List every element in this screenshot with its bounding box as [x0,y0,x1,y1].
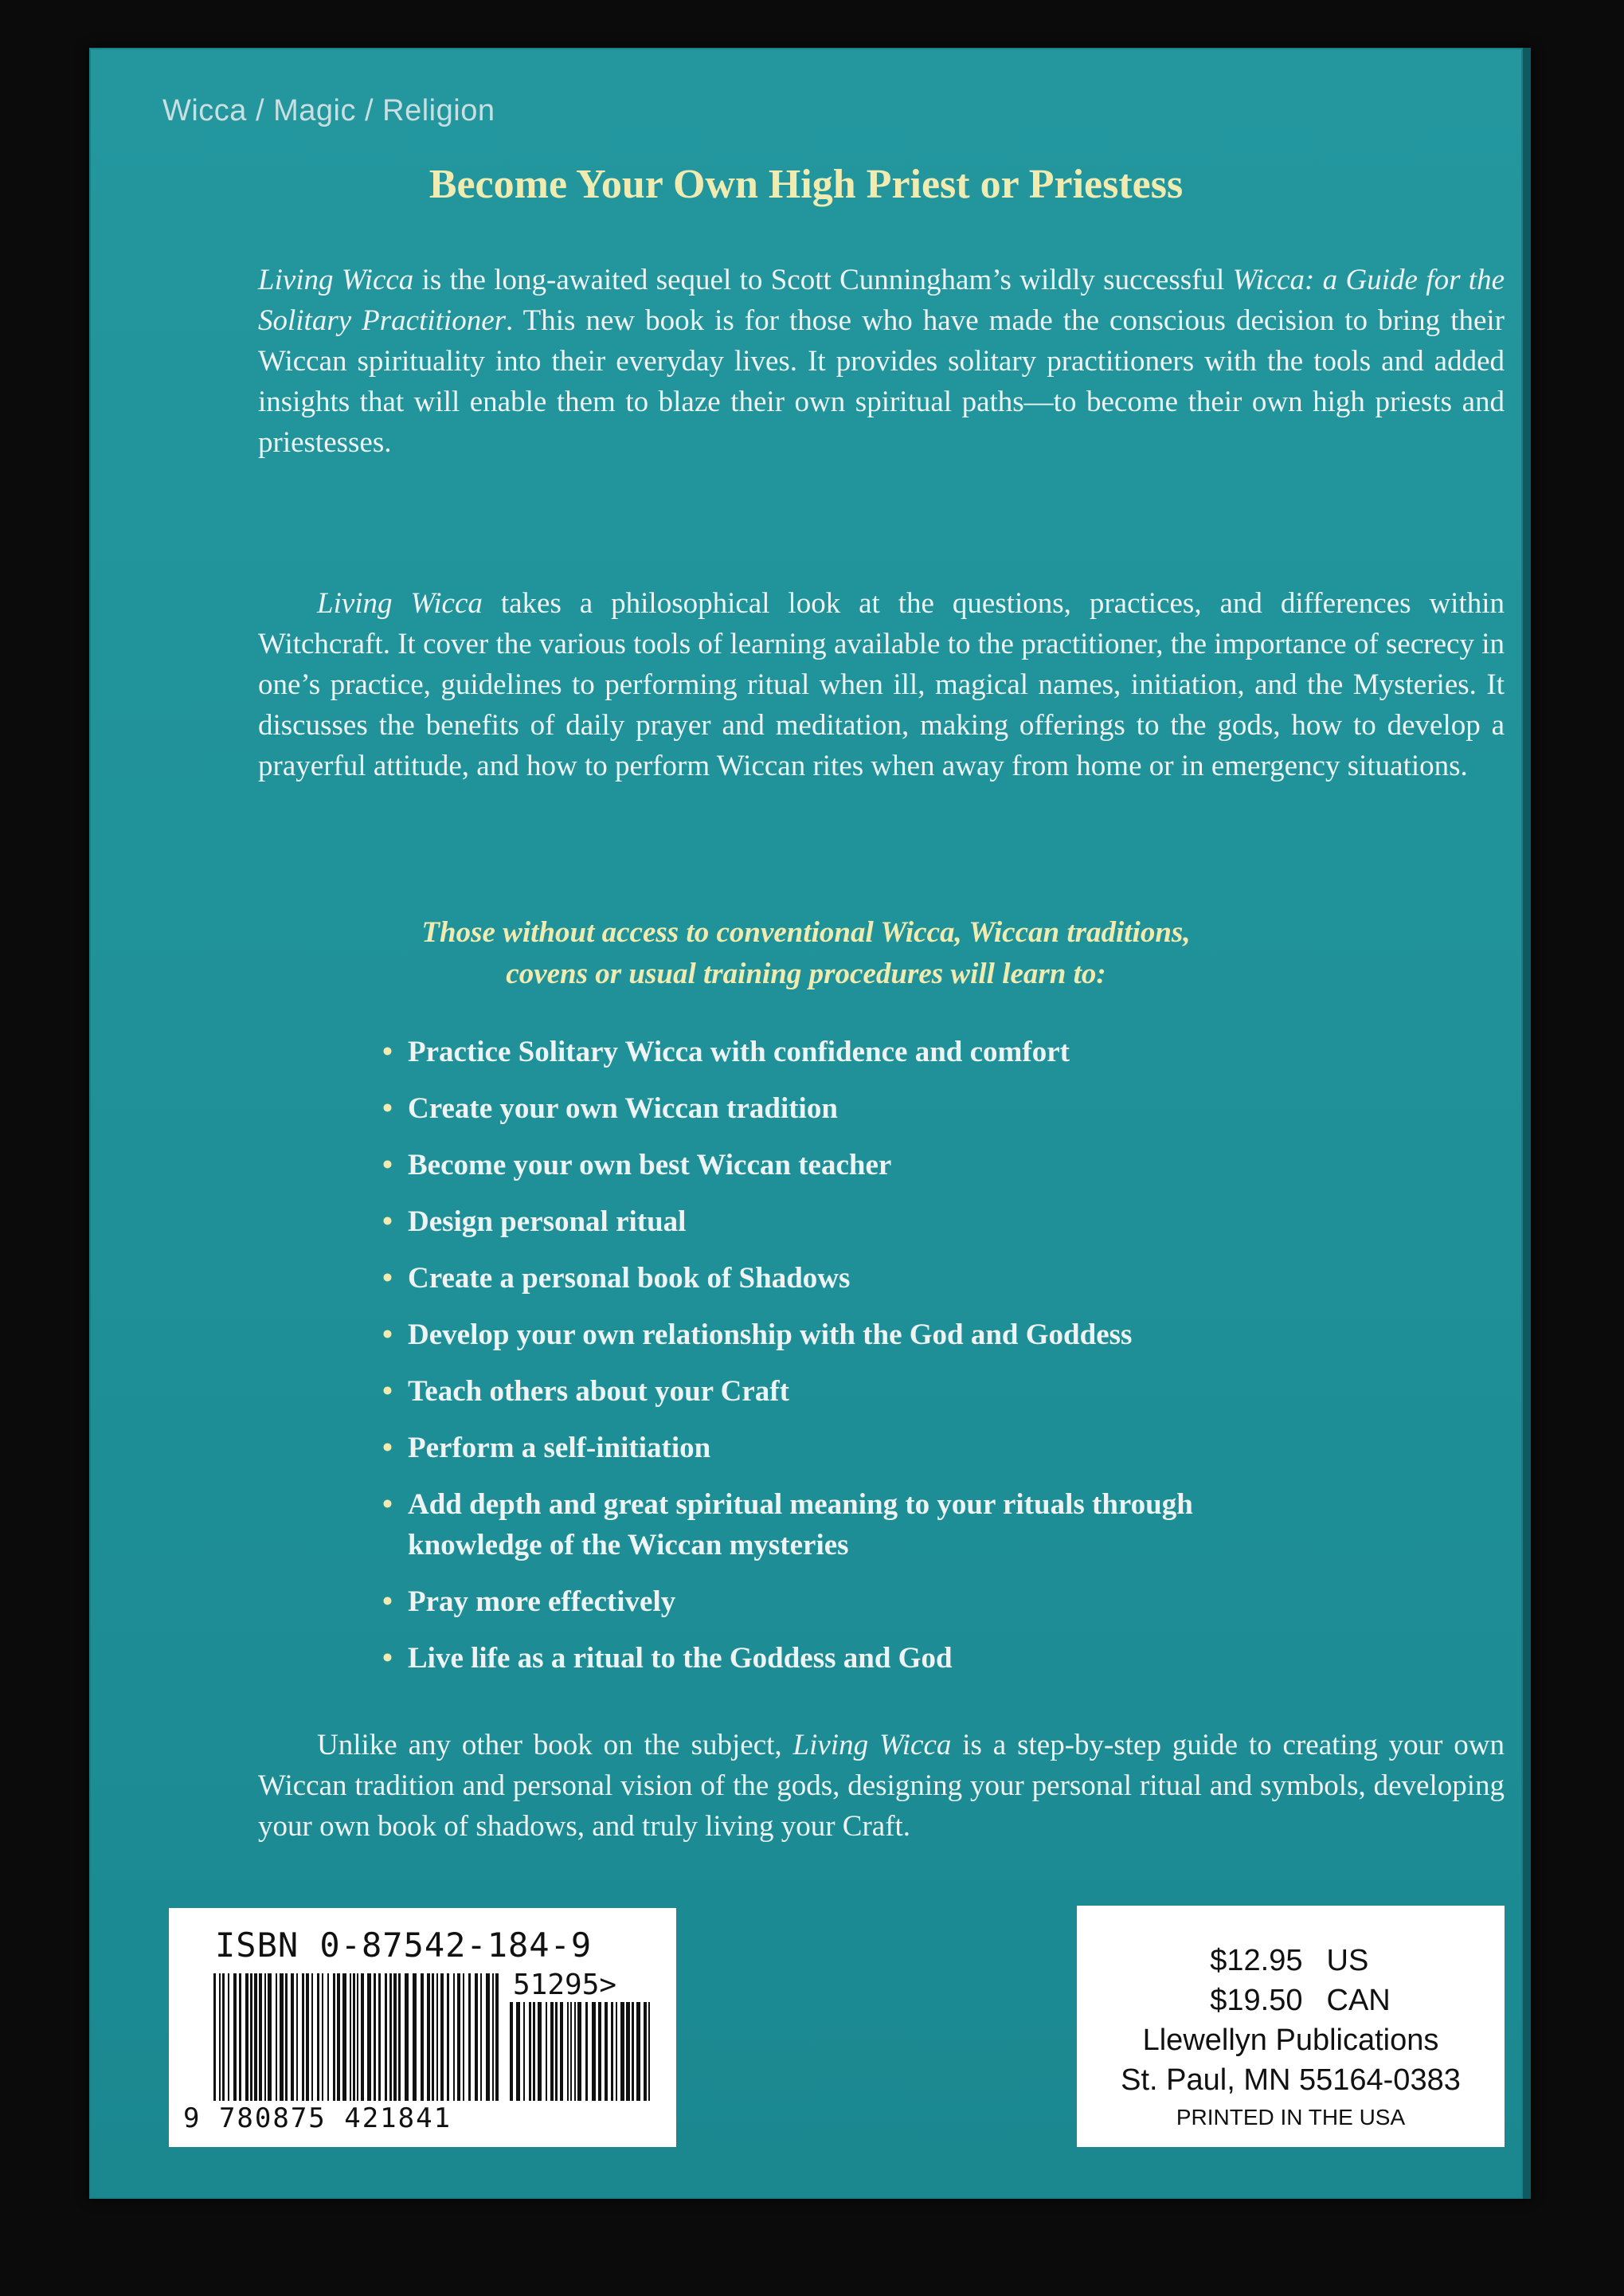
barcode-bar [475,1973,478,2101]
barcode-bar [463,1973,464,2101]
barcode-bar [480,1973,482,2101]
barcode-bar [555,2002,558,2101]
barcode-bar [486,1973,490,2101]
barcode-bar [440,1973,444,2101]
barcode-bar [233,1973,237,2101]
can-price: $19.50 [1210,1984,1303,2017]
barcode-bar [577,2002,581,2101]
barcode-bar [268,1973,272,2101]
barcode-bar [378,1973,381,2101]
publisher-address: St. Paul, MN 55164-0383 [1121,2063,1461,2097]
barcode-bar [213,1973,216,2101]
barcode-bar [644,2002,647,2101]
category-label: Wicca / Magic / Religion [162,94,495,127]
barcode-bar [276,1973,277,2101]
barcode-label [169,1908,676,2147]
description-paragraph [258,583,1505,786]
closing-text: Unlike any other book on the subject, [317,1729,793,1761]
barcode-bar [285,1973,288,2101]
barcode-bar [264,1973,266,2101]
barcode-bar [436,1973,438,2101]
intro-text: . This new book is for those who have made the conscious decision to bring their Wiccan spirituality into their everyday lives. It provides solitary practitioners with the tools and added insights that will enable them to blaze their own spiritual paths—to become their own high priests and priestesses. [258,304,1505,459]
barcode-bar [302,1973,304,2101]
barcode-bar [611,2002,613,2101]
printed-in: PRINTED IN THE USA [1176,2105,1406,2129]
barcode-bar [350,1973,351,2101]
book-title: Living Wicca [317,587,483,620]
barcode-bar [546,2002,547,2101]
barcode-bar [585,2002,588,2101]
price-label [1077,1906,1505,2147]
intro-text: is the long-awaited sequel to Scott Cunningham’s wildly successful [413,264,1233,296]
book-title: Living Wicca [258,264,414,296]
barcode-bar [317,1973,319,2101]
barcode-bar [259,1973,262,2101]
price-addon-barcode [510,2002,653,2101]
barcode-bar [222,1973,225,2101]
list-item: • Practice Solitary Wicca with confidence and comfort [382,1032,1418,1072]
barcode-bar [538,2002,542,2101]
barcode-bar [560,2002,563,2101]
barcode-bar [333,1973,335,2101]
list-item: • Add depth and great spiritual meaning to your rituals through knowledge of the Wiccan mysteries [382,1484,1244,1565]
barcode-bar [533,2002,535,2101]
barcode-bar [389,1973,392,2101]
publisher-name: Llewellyn Publications [1142,2024,1439,2057]
barcode-bar [254,1973,257,2101]
closing-paragraph [258,1725,1505,1847]
us-price-row [1077,1941,1505,1981]
benefits-list [382,1032,1418,1695]
barcode-bar [632,2002,634,2101]
barcode-bar [361,1973,364,2101]
barcode-bar [626,2002,630,2101]
lead-in-line-2: covens or usual training procedures will learn to: [506,958,1106,990]
list-item: • Teach others about your Craft [382,1371,1418,1412]
description-text: takes a philosophical look at the questions, practices, and differences within Witchcraft. It cover the various tools of learning available to the practitioner, the importance of secrecy in one’s practice, guidelines to performing ritual when ill, magical names, initiation, and the Mysteries. It discusses the benefits of daily prayer and meditation, making offerings to the gods, how to develop a prayerful attitude, and how to perform Wiccan rites when away from home or in emergency situations. [258,587,1505,782]
barcode-bar [228,1973,229,2101]
list-item: • Create your own Wiccan tradition [382,1088,1418,1129]
barcode-bar [245,1973,248,2101]
barcode-bar [648,2002,650,2101]
headline: Become Your Own High Priest or Priestess [429,162,1184,207]
barcode-bar [432,1973,434,2101]
barcode-bar [574,2002,576,2101]
barcode-bar [405,1973,409,2101]
barcode-bar [291,1973,294,2101]
barcode-bar [374,1973,376,2101]
list-item: • Perform a self-initiation [382,1428,1418,1468]
barcode-bar [311,1973,313,2101]
barcode-bar [529,2002,531,2101]
list-item: • Live life as a ritual to the Goddess and God [382,1638,1418,1679]
barcode-bar [357,1973,358,2101]
book-title: Living Wicca [792,1729,952,1761]
ean-barcode [213,1973,500,2101]
ean-digits: 9 780875 421841 [183,2102,452,2134]
barcode-bar [570,2002,572,2101]
barcode-bar [592,2002,596,2101]
barcode-bar [492,1973,494,2101]
list-item: • Become your own best Wiccan teacher [382,1145,1418,1185]
previous-book-title: Wicca: a Guide for the Solitary Practitioner [258,264,1505,337]
barcode-bar [616,2002,617,2101]
closing-text: is a step-by-step guide to creating your own Wiccan tradition and personal vision of the gods, designing your personal ritual and symbols, developing your own book of shadows, and truly living your Craft. [258,1729,1505,1843]
barcode-bar [413,1973,417,2101]
barcode-bar [337,1973,340,2101]
barcode-bar [296,1973,298,2101]
barcode-bar [239,1973,241,2101]
barcode-bar [385,1973,387,2101]
price-code: 51295> [513,1969,617,2001]
barcode-bar [567,2002,569,2101]
barcode-bar [457,1973,460,2101]
barcode-bar [327,1973,329,2101]
list-item: • Create a personal book of Shadows [382,1258,1418,1299]
barcode-bar [636,2002,640,2101]
list-item: • Develop your own relationship with the God and Goddess [382,1315,1418,1355]
barcode-bar [342,1973,346,2101]
list-item: • Pray more effectively [382,1581,1418,1622]
barcode-bar [495,1973,499,2101]
book-back-cover [89,48,1531,2199]
barcode-bar [398,1973,401,2101]
barcode-bar [250,1973,252,2101]
barcode-bar [620,2002,624,2101]
barcode-bar [427,1973,430,2101]
barcode-bar [550,2002,554,2101]
barcode-bar [605,2002,608,2101]
barcode-bar [598,2002,601,2101]
barcode-bar [393,1973,397,2101]
barcode-bar [421,1973,424,2101]
can-currency: CAN [1326,1984,1391,2017]
barcode-bar [219,1973,221,2101]
barcode-bar [322,1973,323,2101]
barcode-bar [353,1973,355,2101]
intro-paragraph [258,260,1505,463]
can-price-row [1077,1981,1505,2020]
isbn-number: ISBN 0-87542-184-9 [215,1926,593,1965]
barcode-bar [510,2002,513,2101]
lead-in [89,912,1523,995]
barcode-bar [367,1973,371,2101]
us-price: $12.95 [1210,1944,1303,1977]
lead-in-line-1: Those without access to conventional Wicca, Wiccan traditions, [421,916,1191,949]
barcode-bar [447,1973,449,2101]
barcode-bar [468,1973,471,2101]
barcode-bar [516,2002,520,2101]
barcode-bar [306,1973,309,2101]
barcode-bar [453,1973,455,2101]
barcode-bar [523,2002,525,2101]
list-item: • Design personal ritual [382,1201,1418,1242]
us-currency: US [1326,1944,1369,1977]
barcode-bar [280,1973,284,2101]
